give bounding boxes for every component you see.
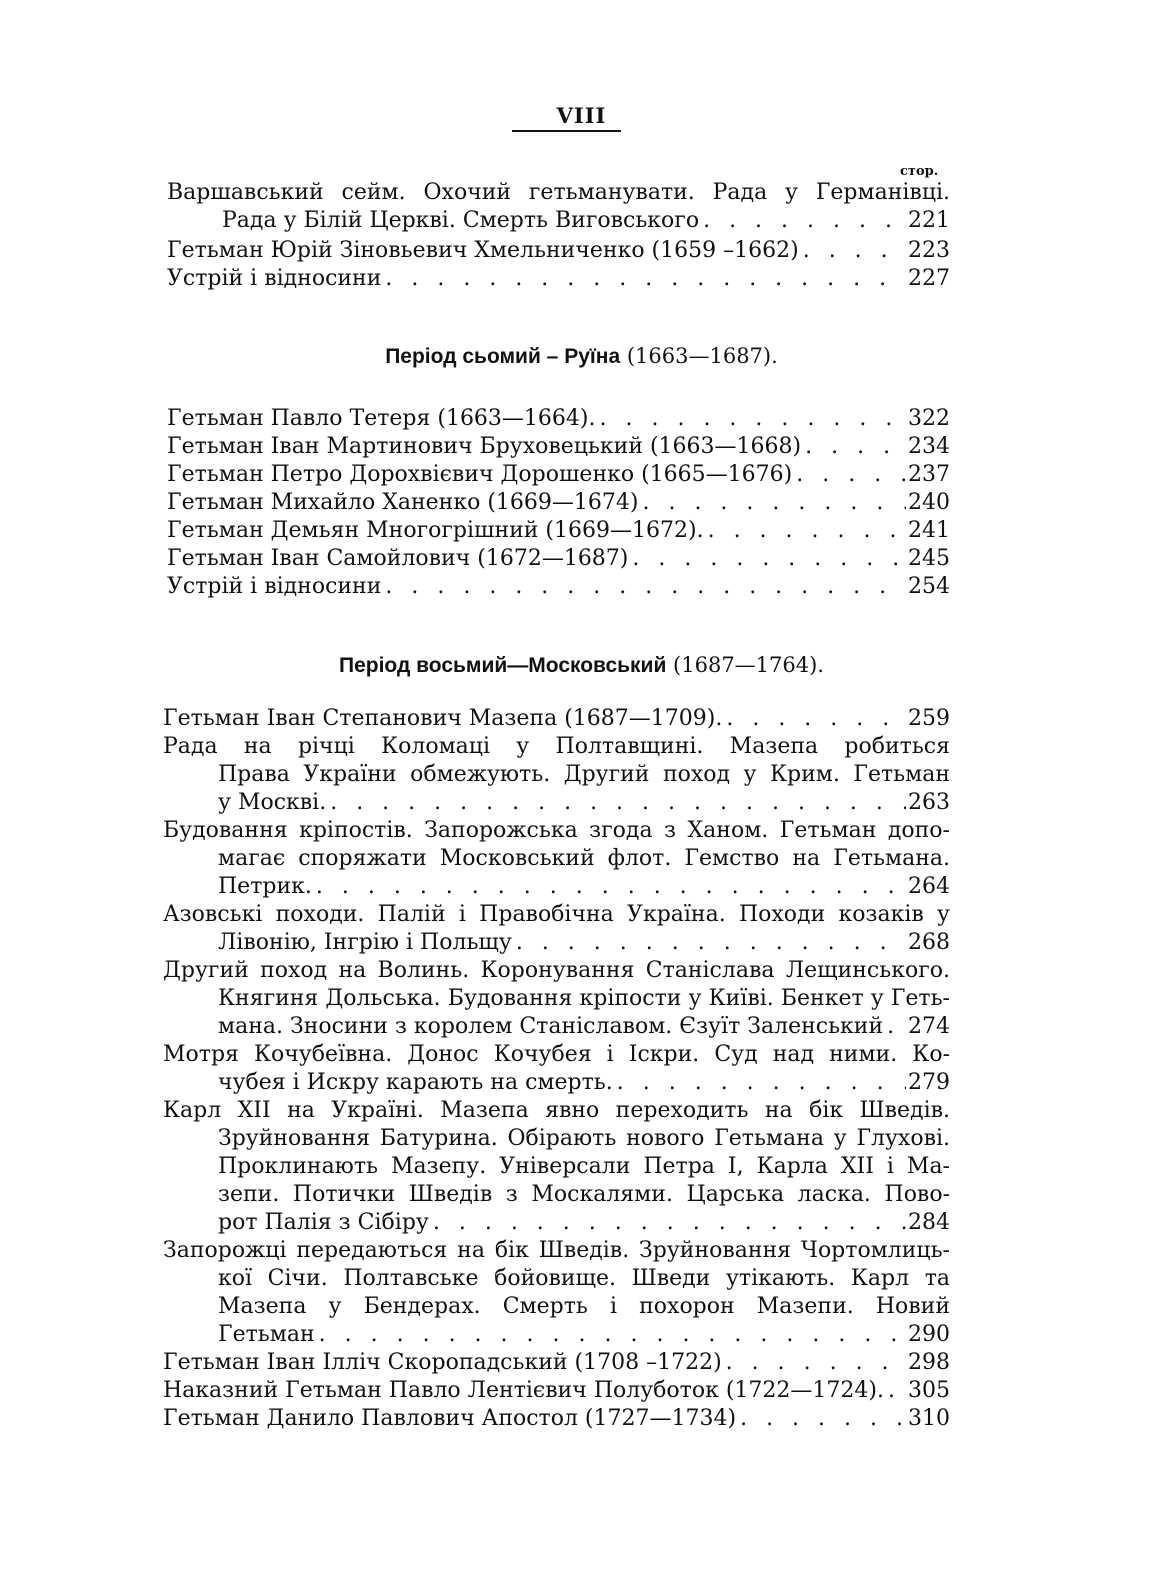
toc-entry-last-line bbox=[163, 1405, 950, 1433]
toc-entry-last-line bbox=[163, 1209, 950, 1237]
toc-entry bbox=[163, 1349, 950, 1377]
toc-entry-line: зепи. Потички Шведів з Москалями. Царська ласка. Пово- bbox=[218, 1182, 950, 1207]
section-heading-moskovskyi bbox=[0, 653, 1163, 678]
toc-entry bbox=[163, 705, 950, 733]
toc-entry-text: у Москві. bbox=[218, 790, 327, 815]
toc-page-number: 241 bbox=[908, 518, 950, 543]
toc-entry-text: Устрій і відносини bbox=[167, 266, 382, 291]
toc-entry bbox=[167, 545, 950, 573]
toc-entry bbox=[167, 517, 950, 545]
toc-entry-text: Рада у Білій Церкві. Смерть Виговського bbox=[222, 208, 700, 233]
toc-entry-text: мана. Зносини з королем Станіславом. Єзуїт Заленський bbox=[218, 1014, 884, 1039]
toc-entry bbox=[163, 901, 950, 957]
toc-page-number: 223 bbox=[908, 238, 950, 263]
toc-entry bbox=[167, 573, 950, 601]
dot-leader bbox=[638, 489, 906, 517]
toc-entry-line: магає споряжати Московський флот. Гемство на Гетьмана. bbox=[218, 846, 950, 871]
toc-page-number: 263 bbox=[908, 790, 950, 815]
dot-leader bbox=[792, 461, 906, 489]
toc-page-number: 268 bbox=[908, 930, 950, 955]
toc-entry bbox=[167, 461, 950, 489]
toc-entry-text: Лівонію, Інгрію і Польщу bbox=[218, 930, 512, 955]
toc-entry-last-line bbox=[167, 461, 950, 489]
toc-entry-text: Гетьман Демьян Многогрішний (1669—1672). bbox=[167, 518, 704, 543]
toc-entry-last-line bbox=[167, 433, 950, 461]
page-number: VIII bbox=[556, 103, 607, 128]
toc-entry bbox=[167, 265, 950, 293]
toc-entry-text: Гетьман Михайло Ханенко (1669—1674) bbox=[167, 490, 639, 515]
toc-entry-line: Мазепа у Бендерах. Смерть і похорон Мазепи. Новий bbox=[218, 1294, 950, 1319]
toc-entry-last-line bbox=[163, 873, 950, 901]
toc-entry bbox=[163, 1097, 950, 1237]
dot-leader bbox=[312, 873, 906, 901]
toc-entry-line: Карл XII на Україні. Мазепа явно переходить на бік Шведів. bbox=[163, 1098, 950, 1123]
dot-leader bbox=[884, 1377, 906, 1405]
toc-entry-text: Гетьман bbox=[218, 1322, 315, 1347]
toc-entry-text: рот Палія з Сібіру bbox=[218, 1210, 429, 1235]
toc-entry-last-line bbox=[163, 789, 950, 817]
toc-page-number: 221 bbox=[908, 208, 950, 233]
toc-entry bbox=[167, 433, 950, 461]
toc-page-number: 240 bbox=[908, 490, 950, 515]
dot-leader bbox=[722, 705, 906, 733]
toc-entry bbox=[167, 405, 950, 433]
toc-entry bbox=[167, 179, 950, 235]
toc-page-number: 290 bbox=[908, 1322, 950, 1347]
toc-entry-text: Гетьман Петро Дорохвієвич Дорошенко (1665—1676) bbox=[167, 462, 793, 487]
toc-page-number: 227 bbox=[908, 266, 950, 291]
toc-entry bbox=[167, 237, 950, 265]
section-heading-title: Період восьмий—Московський bbox=[339, 654, 667, 677]
toc-entry-text: Гетьман Іван Ілліч Скоропадський (1708 –1722) bbox=[163, 1350, 722, 1375]
toc-page-number: 234 bbox=[908, 434, 950, 459]
toc-entry-last-line bbox=[167, 237, 950, 265]
toc-entry bbox=[163, 733, 950, 817]
toc-page-number: 237 bbox=[908, 462, 950, 487]
section-heading-ruina bbox=[0, 344, 1163, 369]
dot-leader bbox=[315, 1321, 906, 1349]
toc-entry-text: Гетьман Іван Самойлович (1672—1687) bbox=[167, 546, 629, 571]
toc-page-number: 254 bbox=[908, 574, 950, 599]
toc-page-number: 298 bbox=[908, 1350, 950, 1375]
dot-leader bbox=[699, 207, 906, 235]
toc-entry-last-line bbox=[167, 517, 950, 545]
toc-entry bbox=[163, 1041, 950, 1097]
section-heading-years: (1687—1764). bbox=[666, 653, 824, 677]
toc-entry-text: Гетьман Павло Тетеря (1663—1664). bbox=[167, 406, 596, 431]
dot-leader bbox=[596, 405, 907, 433]
toc-entry-line: Запорожці передаються на бік Шведів. Зруйновання Чортомлиць- bbox=[163, 1238, 950, 1263]
page-column-label: стор. bbox=[900, 164, 939, 179]
toc-entry-line: Варшавський сейм. Охочий гетьманувати. Рада у Германівці. bbox=[167, 180, 950, 205]
dot-leader bbox=[628, 545, 906, 573]
toc-entry-last-line bbox=[163, 1013, 950, 1041]
toc-entry-text: Наказний Гетьман Павло Лентієвич Полуботок (1722—1724). bbox=[163, 1378, 884, 1403]
dot-leader bbox=[326, 789, 906, 817]
toc-entry-text: Гетьман Юрій Зіновьевич Хмельниченко (1659 –1662) bbox=[167, 238, 799, 263]
toc-entry-last-line bbox=[163, 929, 950, 957]
dot-leader bbox=[736, 1405, 906, 1433]
toc-entry-text: Гетьман Іван Мартинович Бруховецький (1663—1668) bbox=[167, 434, 802, 459]
toc-entry-last-line bbox=[167, 207, 950, 235]
toc-entry-line: Проклинають Мазепу. Універсали Петра І, Карла XII і Ма- bbox=[218, 1154, 950, 1179]
toc-entry-line: Азовські походи. Палій і Правобічна Україна. Походи козаків у bbox=[163, 902, 950, 927]
toc-entry-line: Будовання кріпостів. Запорожська згода з Ханом. Гетьман допо- bbox=[163, 818, 950, 843]
toc-page-number: 284 bbox=[908, 1210, 950, 1235]
toc-entry-line: Рада на річці Коломаці у Полтавщині. Мазепа робиться bbox=[163, 734, 950, 759]
toc-entry-last-line bbox=[167, 545, 950, 573]
toc-page-number: 305 bbox=[908, 1378, 950, 1403]
toc-entry-line: кої Січи. Полтавське бойовище. Шведи утікають. Карл та bbox=[218, 1266, 950, 1291]
dot-leader bbox=[704, 517, 906, 545]
toc-entry-last-line bbox=[167, 405, 950, 433]
dot-leader bbox=[429, 1209, 906, 1237]
toc-page-number: 322 bbox=[908, 406, 950, 431]
toc-entry-text: Гетьман Данило Павлович Апостол (1727—1734) bbox=[163, 1406, 737, 1431]
toc-page-number: 245 bbox=[908, 546, 950, 571]
toc-entry bbox=[167, 489, 950, 517]
toc-entry-last-line bbox=[163, 1069, 950, 1097]
toc-entry-text: Гетьман Іван Степанович Мазепа (1687—1709). bbox=[163, 706, 723, 731]
dot-leader bbox=[512, 929, 906, 957]
dot-leader bbox=[381, 265, 906, 293]
toc-entry-text: чубея і Искру карають на смерть. bbox=[218, 1070, 613, 1095]
dot-leader bbox=[883, 1013, 906, 1041]
toc-entry-line: Мотря Кочубеївна. Донос Кочубея і Іскри. Суд над ними. Ко- bbox=[163, 1042, 950, 1067]
toc-page-number: 310 bbox=[908, 1406, 950, 1431]
toc-entry-last-line bbox=[163, 1349, 950, 1377]
toc-entry bbox=[163, 957, 950, 1041]
toc-entry bbox=[163, 1405, 950, 1433]
dot-leader bbox=[381, 573, 906, 601]
toc-entry-last-line bbox=[167, 489, 950, 517]
section-heading-title: Період сьомий – Руїна bbox=[385, 345, 621, 368]
dot-leader bbox=[799, 237, 906, 265]
toc-entry-text: Устрій і відносини bbox=[167, 574, 382, 599]
dot-leader bbox=[722, 1349, 906, 1377]
toc-entry-last-line bbox=[163, 705, 950, 733]
toc-entry-line: Зруйновання Батурина. Обірають нового Гетьмана у Глухові. bbox=[218, 1126, 950, 1151]
toc-entry bbox=[163, 1377, 950, 1405]
page-number-rule bbox=[512, 130, 621, 132]
toc-page-number: 279 bbox=[908, 1070, 950, 1095]
toc-entry bbox=[163, 1237, 950, 1349]
toc-page-number: 264 bbox=[908, 874, 950, 899]
toc-entry bbox=[163, 817, 950, 901]
dot-leader bbox=[801, 433, 906, 461]
toc-entry-last-line bbox=[167, 573, 950, 601]
dot-leader bbox=[613, 1069, 906, 1097]
toc-entry-line: Княгиня Дольська. Будовання кріпости у Київі. Бенкет у Геть- bbox=[218, 986, 950, 1011]
toc-entry-last-line bbox=[163, 1377, 950, 1405]
toc-page-number: 259 bbox=[908, 706, 950, 731]
toc-entry-line: Права України обмежують. Другий поход у Крим. Гетьман bbox=[218, 762, 950, 787]
toc-entry-last-line bbox=[167, 265, 950, 293]
section-heading-years: (1663—1687). bbox=[620, 344, 778, 368]
toc-entry-last-line bbox=[163, 1321, 950, 1349]
toc-entry-line: Другий поход на Волинь. Коронування Станіслава Лещинського. bbox=[163, 958, 950, 983]
toc-page-number: 274 bbox=[908, 1014, 950, 1039]
toc-entry-text: Петрик. bbox=[218, 874, 312, 899]
